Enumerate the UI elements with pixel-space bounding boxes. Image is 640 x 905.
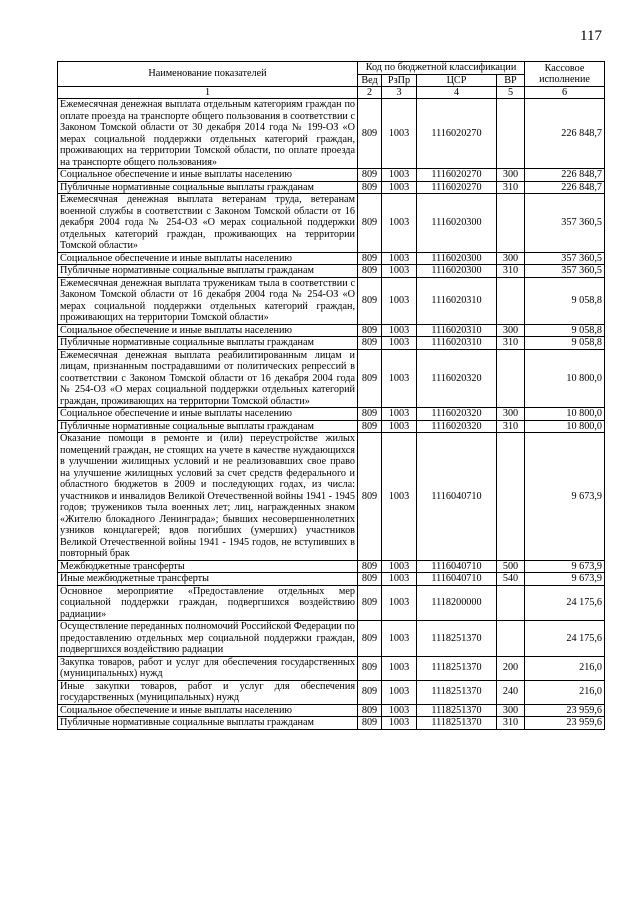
cash-execution-amount: 9 673,9 [525, 433, 605, 561]
vr-code [497, 277, 525, 324]
indicator-name: Оказание помощи в ремонте и (или) переустройстве жилых помещений граждан, не стоящих на учете в качестве нуждающихся в улучшении жилищных условий и не реализовавших свое право на улучшение жилищных условий за счет средств федерального и областного бюджетов в 2009 и последующих годах, из числа: участников и инвалидов Великой Отечественной войны 1941 - 1945 годов; тружеников тыла военных лет; лиц, награжденных знаком «Жителю блокадного Ленинграда»; бывших несовершеннолетних узников концлагерей; вдов погибших (умерших) участников Великой Отечественной войны 1941 - 1945 годов, не вступивших в повторный брак [58, 433, 358, 561]
rzpr-code: 1003 [382, 585, 417, 621]
vr-code: 240 [497, 680, 525, 704]
rzpr-code: 1003 [382, 656, 417, 680]
vr-code: 310 [497, 717, 525, 730]
vr-code: 500 [497, 560, 525, 573]
table-row [58, 704, 605, 717]
cash-execution-amount: 357 360,5 [525, 194, 605, 253]
rzpr-code: 1003 [382, 99, 417, 169]
cash-execution-amount: 9 058,8 [525, 277, 605, 324]
vr-code [497, 99, 525, 169]
rzpr-code: 1003 [382, 704, 417, 717]
rzpr-code: 1003 [382, 265, 417, 278]
indicator-name: Ежемесячная денежная выплата ветеранам труда, ветеранам военной службы в соответствии с Законом Томской области от 16 декабря 2004 года № 254-ОЗ «О мерах социальной поддержки отдельных категорий граждан, проживающих на территории Томской области» [58, 194, 358, 253]
cash-execution-amount: 216,0 [525, 656, 605, 680]
ved-code: 809 [358, 252, 382, 265]
ved-code: 809 [358, 585, 382, 621]
rzpr-code: 1003 [382, 324, 417, 337]
table-row [58, 169, 605, 182]
ved-code: 809 [358, 169, 382, 182]
csr-code: 1116020300 [417, 265, 497, 278]
csr-code: 1116020270 [417, 181, 497, 194]
header-csr: ЦСР [417, 74, 497, 87]
csr-code: 1116020320 [417, 420, 497, 433]
budget-table [57, 61, 605, 730]
ved-code: 809 [358, 337, 382, 350]
rzpr-code: 1003 [382, 621, 417, 657]
vr-code: 300 [497, 408, 525, 421]
ved-code: 809 [358, 621, 382, 657]
indicator-name: Публичные нормативные социальные выплаты гражданам [58, 181, 358, 194]
page-number: 117 [580, 28, 602, 44]
cash-execution-amount: 9 058,8 [525, 337, 605, 350]
table-row [58, 585, 605, 621]
cash-execution-amount: 10 800,0 [525, 408, 605, 421]
cash-execution-amount: 23 959,6 [525, 704, 605, 717]
table-row [58, 252, 605, 265]
indicator-name: Социальное обеспечение и иные выплаты населению [58, 704, 358, 717]
csr-code: 1116020270 [417, 169, 497, 182]
indicator-name: Межбюджетные трансферты [58, 560, 358, 573]
table-row [58, 194, 605, 253]
indicator-name: Публичные нормативные социальные выплаты гражданам [58, 337, 358, 350]
indicator-name: Осуществление переданных полномочий Российской Федерации по предоставлению отдельных мер социальной поддержки граждан, подвергшихся воздействию радиации [58, 621, 358, 657]
cash-execution-amount: 357 360,5 [525, 265, 605, 278]
table-row [58, 408, 605, 421]
table-row [58, 717, 605, 730]
vr-code: 540 [497, 573, 525, 586]
vr-code: 310 [497, 420, 525, 433]
csr-code: 1118251370 [417, 656, 497, 680]
ved-code: 809 [358, 560, 382, 573]
csr-code: 1116020310 [417, 277, 497, 324]
header-ved: Вед [358, 74, 382, 87]
cash-execution-amount: 9 673,9 [525, 560, 605, 573]
csr-code: 1116040710 [417, 433, 497, 561]
indicator-name: Иные закупки товаров, работ и услуг для обеспечения государственных (муниципальных) нужд [58, 680, 358, 704]
cash-execution-amount: 9 673,9 [525, 573, 605, 586]
ved-code: 809 [358, 680, 382, 704]
rzpr-code: 1003 [382, 680, 417, 704]
indicator-name: Социальное обеспечение и иные выплаты населению [58, 252, 358, 265]
indicator-name: Социальное обеспечение и иные выплаты населению [58, 169, 358, 182]
cash-execution-amount: 23 959,6 [525, 717, 605, 730]
vr-code: 300 [497, 169, 525, 182]
csr-code: 1116020300 [417, 194, 497, 253]
cash-execution-amount: 9 058,8 [525, 324, 605, 337]
table-row [58, 277, 605, 324]
rzpr-code: 1003 [382, 337, 417, 350]
rzpr-code: 1003 [382, 433, 417, 561]
csr-code: 1116020310 [417, 324, 497, 337]
indicator-name: Ежемесячная денежная выплата труженикам тыла в соответствии с Законом Томской области от 16 декабря 2004 года № 254-ОЗ «О мерах социальной поддержки отдельных категорий граждан, проживающих на территории Томской области» [58, 277, 358, 324]
header-rzpr: РзПр [382, 74, 417, 87]
table-body [58, 99, 605, 730]
ved-code: 809 [358, 349, 382, 408]
table-row [58, 573, 605, 586]
indicator-name: Ежемесячная денежная выплата отдельным категориям граждан по оплате проезда на транспорте общего пользования в соответствии с Законом Томской области от 30 декабря 2014 года № 199-ОЗ «О мерах социальной поддержки отдельных категорий граждан, проживающих на территории Томской области, по оплате проезда на транспорте общего пользования» [58, 99, 358, 169]
csr-code: 1116020320 [417, 408, 497, 421]
vr-code: 300 [497, 324, 525, 337]
cash-execution-amount: 226 848,7 [525, 169, 605, 182]
vr-code: 310 [497, 181, 525, 194]
cash-execution-amount: 226 848,7 [525, 99, 605, 169]
ved-code: 809 [358, 656, 382, 680]
rzpr-code: 1003 [382, 277, 417, 324]
csr-code: 1118200000 [417, 585, 497, 621]
indicator-name: Социальное обеспечение и иные выплаты населению [58, 408, 358, 421]
csr-code: 1118251370 [417, 717, 497, 730]
rzpr-code: 1003 [382, 194, 417, 253]
vr-code [497, 585, 525, 621]
table-row [58, 420, 605, 433]
table-row [58, 324, 605, 337]
vr-code: 300 [497, 704, 525, 717]
ved-code: 809 [358, 433, 382, 561]
vr-code: 310 [497, 265, 525, 278]
table-row [58, 560, 605, 573]
ved-code: 809 [358, 277, 382, 324]
table-row [58, 656, 605, 680]
indicator-name: Закупка товаров, работ и услуг для обеспечения государственных (муниципальных) нужд [58, 656, 358, 680]
table-row [58, 433, 605, 561]
column-number: 1 [58, 87, 358, 99]
table-row [58, 621, 605, 657]
vr-code [497, 194, 525, 253]
column-number-row [58, 87, 605, 99]
csr-code: 1116020270 [417, 99, 497, 169]
cash-execution-amount: 24 175,6 [525, 621, 605, 657]
ved-code: 809 [358, 99, 382, 169]
column-number: 3 [382, 87, 417, 99]
table-row [58, 680, 605, 704]
rzpr-code: 1003 [382, 181, 417, 194]
table-row [58, 99, 605, 169]
column-number: 6 [525, 87, 605, 99]
indicator-name: Публичные нормативные социальные выплаты гражданам [58, 717, 358, 730]
table-row [58, 337, 605, 350]
ved-code: 809 [358, 717, 382, 730]
csr-code: 1116020310 [417, 337, 497, 350]
csr-code: 1116040710 [417, 573, 497, 586]
indicator-name: Основное мероприятие «Предоставление отдельных мер социальной поддержки граждан, подвергшихся воздействию радиации» [58, 585, 358, 621]
header-execution: Кассовое исполнение [525, 62, 605, 87]
ved-code: 809 [358, 573, 382, 586]
ved-code: 809 [358, 324, 382, 337]
table-row [58, 265, 605, 278]
column-number: 2 [358, 87, 382, 99]
column-number: 5 [497, 87, 525, 99]
ved-code: 809 [358, 265, 382, 278]
indicator-name: Публичные нормативные социальные выплаты гражданам [58, 265, 358, 278]
rzpr-code: 1003 [382, 169, 417, 182]
ved-code: 809 [358, 704, 382, 717]
table-header [58, 62, 605, 99]
vr-code [497, 621, 525, 657]
header-vr: ВР [497, 74, 525, 87]
rzpr-code: 1003 [382, 349, 417, 408]
csr-code: 1116020300 [417, 252, 497, 265]
csr-code: 1118251370 [417, 680, 497, 704]
cash-execution-amount: 226 848,7 [525, 181, 605, 194]
rzpr-code: 1003 [382, 717, 417, 730]
indicator-name: Публичные нормативные социальные выплаты гражданам [58, 420, 358, 433]
csr-code: 1118251370 [417, 621, 497, 657]
csr-code: 1118251370 [417, 704, 497, 717]
vr-code [497, 433, 525, 561]
vr-code [497, 349, 525, 408]
rzpr-code: 1003 [382, 560, 417, 573]
column-number: 4 [417, 87, 497, 99]
header-code-group: Код по бюджетной классификации [358, 62, 525, 75]
cash-execution-amount: 24 175,6 [525, 585, 605, 621]
rzpr-code: 1003 [382, 252, 417, 265]
csr-code: 1116020320 [417, 349, 497, 408]
table-row [58, 349, 605, 408]
cash-execution-amount: 216,0 [525, 680, 605, 704]
rzpr-code: 1003 [382, 420, 417, 433]
cash-execution-amount: 10 800,0 [525, 420, 605, 433]
vr-code: 300 [497, 252, 525, 265]
ved-code: 809 [358, 408, 382, 421]
cash-execution-amount: 357 360,5 [525, 252, 605, 265]
indicator-name: Социальное обеспечение и иные выплаты населению [58, 324, 358, 337]
ved-code: 809 [358, 194, 382, 253]
vr-code: 310 [497, 337, 525, 350]
ved-code: 809 [358, 420, 382, 433]
vr-code: 200 [497, 656, 525, 680]
rzpr-code: 1003 [382, 573, 417, 586]
cash-execution-amount: 10 800,0 [525, 349, 605, 408]
table-row [58, 181, 605, 194]
rzpr-code: 1003 [382, 408, 417, 421]
csr-code: 1116040710 [417, 560, 497, 573]
header-name: Наименование показателей [58, 62, 358, 87]
ved-code: 809 [358, 181, 382, 194]
indicator-name: Ежемесячная денежная выплата реабилитированным лицам и лицам, признанным пострадавшими от политических репрессий в соответствии с Законом Томской области от 16 декабря 2004 года № 254-ОЗ «О мерах социальной поддержки отдельных категорий граждан, проживающих на территории Томской области» [58, 349, 358, 408]
indicator-name: Иные межбюджетные трансферты [58, 573, 358, 586]
